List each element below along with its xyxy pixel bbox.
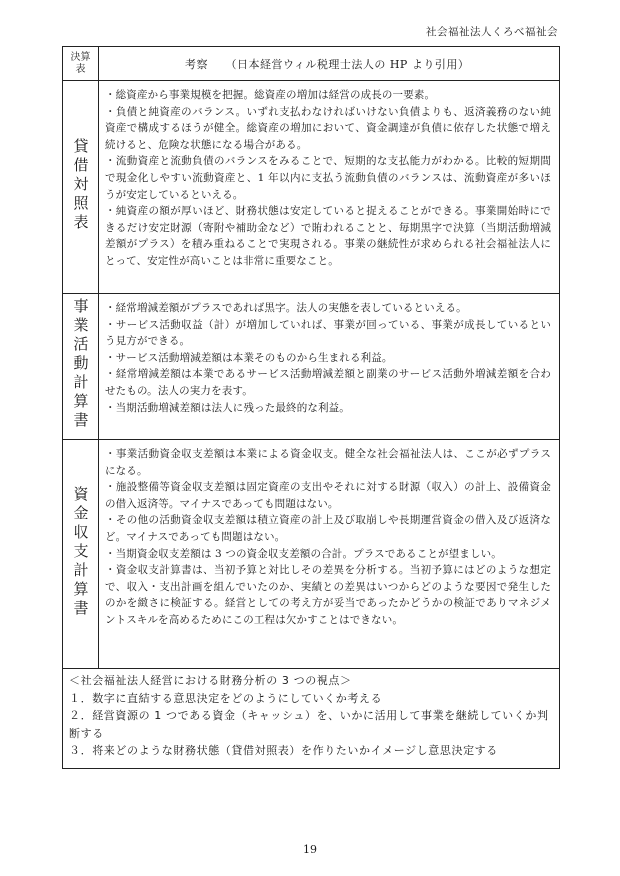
summary-item: １．数字に直結する意思決定をどのようにしていくか考える bbox=[69, 691, 383, 705]
section-label-text: 貸借対照表 bbox=[71, 137, 90, 233]
section-body-cash-flow bbox=[99, 440, 560, 669]
list-item: ・資金収支計算書は、当初予算と対比しその差異を分析する。当初予算にはどのような想定で、収入・支出計画を組んでいたのか、実績との差異はいつからどのような要因で発生したのかを緻さに検証する。経営としての考え方が妥当であったかどうかの検証でありマネジメントスキルを高めるためにこの工程は欠かすことはできない。 bbox=[105, 564, 551, 626]
table-header-row bbox=[63, 47, 560, 81]
summary-item: ２．経営資源の 1 つである資金（キャッシュ）を、いかに活用して事業を継続していくか判断する bbox=[69, 709, 549, 740]
list-item: ・当期活動増減差額は法人に残った最終的な利益。 bbox=[105, 401, 350, 414]
list-item: ・当期資金収支差額は 3 つの資金収支差額の合計。プラスであることが望ましい。 bbox=[105, 547, 502, 560]
header-settlement-line-1: 決算 bbox=[70, 52, 91, 63]
list-item: ・負債と純資産のバランス。いずれ支払わなければいけない負債よりも、返済義務のない純資産で構成するほうが健全。総資産の増加において、資金調達が負債に依存した状態で増え続けると、危険な状態になる場合がある。 bbox=[105, 105, 551, 151]
section-label-text: 事業活動計算書 bbox=[71, 298, 90, 431]
header-settlement-line-2: 表 bbox=[75, 64, 86, 75]
section-body-balance-sheet bbox=[99, 81, 560, 294]
table-row-cash-flow-statement bbox=[63, 440, 560, 669]
list-item: ・施設整備等資金収支差額は固定資産の支出やそれに対する財源（収入）の計上、設備資金の借入返済等。マイナスであっても問題はない。 bbox=[105, 481, 551, 510]
list-item: ・経常増減差額がプラスであれば黒字。法人の実態を表しているといえる。 bbox=[105, 302, 467, 314]
list-item: ・サービス活動収益（計）が増加していれば、事業が回っている、事業が成長しているという見方ができる。 bbox=[105, 318, 551, 348]
list-item: ・その他の活動資金収支差額は積立資産の計上及び取崩しや長期運営資金の借入及び返済など。マイナスであっても問題はない。 bbox=[105, 514, 551, 543]
list-item: ・経常増減差額は本業であるサービス活動増減差額と副業のサービス活動外増減差額を合わせたもの。法人の実力を表す。 bbox=[105, 368, 551, 397]
section-label-cash-flow bbox=[63, 440, 99, 669]
summary-title: ＜社会福祉法人経営における財務分析の 3 つの視点＞ bbox=[69, 674, 352, 687]
section-label-balance-sheet bbox=[63, 81, 99, 294]
summary-item: ３．将来どのような財務状態（貸借対照表）を作りたいかイメージし意思決定する bbox=[69, 744, 498, 758]
page-number: 19 bbox=[303, 843, 317, 856]
organization-name: 社会福祉法人くろべ福祉会 bbox=[426, 26, 558, 38]
list-item: ・流動資産と流動負債のバランスをみることで、短期的な支払能力がわかる。比較的短期間で現金化しやすい流動資産と、1 年以内に支払う流動負債のバランスは、流動資産が多いほうが安定しているといえる。 bbox=[105, 155, 551, 201]
table-row-balance-sheet bbox=[63, 81, 560, 294]
analysis-table bbox=[62, 46, 560, 669]
header-consideration: 考察 （日本経営ウィル税理士法人の HP より引用） bbox=[99, 47, 560, 81]
section-label-income-statement bbox=[63, 294, 99, 440]
list-item: ・純資産の額が厚いほど、財務状態は安定していると捉えることができる。事業開始時にできるだけ安定財源（寄附や補助金など）で賄われることと、毎期黒字で決算（当期活動増減差額がプラス）を積み重ねることで実現される。事業の継続性が求められる社会福祉法人にとって、安定性が高いことは非常に重要なこと。 bbox=[105, 205, 551, 267]
section-body-income-statement bbox=[99, 294, 560, 440]
header-settlement-statement bbox=[63, 47, 99, 81]
summary-box bbox=[62, 668, 560, 769]
list-item: ・サービス活動増減差額は本業そのものから生まれる利益。 bbox=[105, 351, 393, 364]
list-item: ・総資産から事業規模を把握。総資産の増加は経営の成長の一要素。 bbox=[105, 89, 436, 101]
summary-section bbox=[62, 668, 560, 769]
section-label-text: 資金収支計算書 bbox=[71, 485, 90, 619]
list-item: ・事業活動資金収支差額は本業による資金収支。健全な社会福祉法人は、ここが必ずプラスになる。 bbox=[105, 448, 551, 477]
table-row-income-statement bbox=[63, 294, 560, 440]
